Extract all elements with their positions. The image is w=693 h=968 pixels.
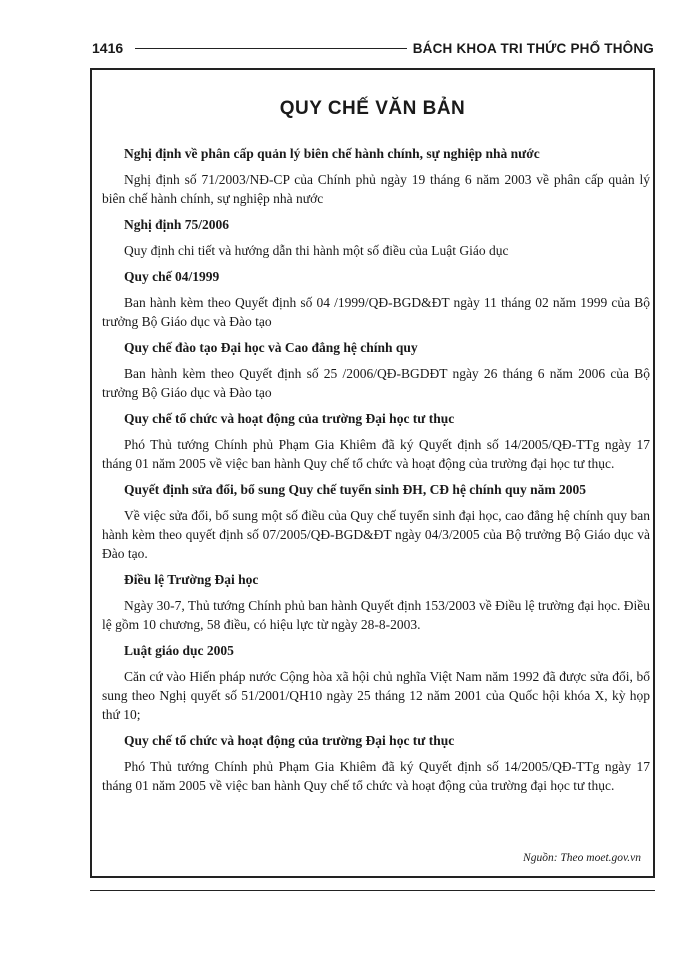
entry-heading: Quy chế tổ chức và hoạt động của trường Đại học tư thục <box>124 733 455 748</box>
source-note: Nguồn: Theo moet.gov.vn <box>523 852 641 864</box>
footer-rule <box>90 890 655 891</box>
page-number: 1416 <box>92 40 124 56</box>
entry-body: Ban hành kèm theo Quyết định số 25 /2006/QĐ-BGDĐT ngày 26 tháng 6 năm 2006 của Bộ trưởng Bộ Giáo dục và Đào tạo <box>102 366 650 400</box>
entry <box>102 480 650 563</box>
entry <box>102 570 650 634</box>
entry-heading: Nghị định 75/2006 <box>124 217 230 232</box>
entry-body: Quy định chi tiết và hướng dẫn thi hành một số điều của Luật Giáo dục <box>124 243 509 258</box>
entry <box>102 267 650 331</box>
entry-heading: Quy chế 04/1999 <box>124 269 220 284</box>
entry <box>102 144 650 208</box>
entry-body: Phó Thủ tướng Chính phủ Phạm Gia Khiêm đã ký Quyết định số 14/2005/QĐ-TTg ngày 17 tháng 01 năm 2005 về việc ban hành Quy chế tổ chức và hoạt động của trường đại học tư thục. <box>102 437 650 471</box>
entry-heading: Quyết định sửa đổi, bổ sung Quy chế tuyển sinh ĐH, CĐ hệ chính quy năm 2005 <box>124 482 586 497</box>
entry-body: Ban hành kèm theo Quyết định số 04 /1999/QĐ-BGD&ĐT ngày 11 tháng 02 năm 1999 của Bộ trưởng Bộ Giáo dục và Đào tạo <box>102 295 650 329</box>
entry-body: Nghị định số 71/2003/NĐ-CP của Chính phủ ngày 19 tháng 6 năm 2003 về phân cấp quản lý biên chế hành chính, sự nghiệp nhà nước <box>102 172 650 206</box>
entry <box>102 409 650 473</box>
entry-heading: Điều lệ Trường Đại học <box>124 572 259 587</box>
entry <box>102 731 650 795</box>
entry-body: Phó Thủ tướng Chính phủ Phạm Gia Khiêm đã ký Quyết định số 14/2005/QĐ-TTg ngày 17 tháng 01 năm 2005 về việc ban hành Quy chế tổ chức và hoạt động của trường đại học tư thục. <box>102 759 650 793</box>
entry-heading: Luật giáo dục 2005 <box>124 643 234 658</box>
running-header <box>92 38 654 58</box>
page-title: QUY CHẾ VĂN BẢN <box>279 98 466 119</box>
entry-heading: Nghị định về phân cấp quản lý biên chế hành chính, sự nghiệp nhà nước <box>124 146 540 161</box>
header-rule <box>135 48 407 49</box>
entry <box>102 641 650 724</box>
entry-list <box>102 144 650 802</box>
entry <box>102 215 650 260</box>
entry-body: Căn cứ vào Hiến pháp nước Cộng hòa xã hội chủ nghĩa Việt Nam năm 1992 đã được sửa đổi, bổ sung theo Nghị quyết số 51/2001/QH10 ngày 25 tháng 12 năm 2001 của Quốc hội khóa X, kỳ họp thứ 10; <box>102 669 650 722</box>
book-title: BÁCH KHOA TRI THỨC PHỔ THÔNG <box>412 40 654 56</box>
entry-body: Ngày 30-7, Thủ tướng Chính phủ ban hành Quyết định 153/2003 về Điều lệ trường đại học. Điều lệ gồm 10 chương, 58 điều, có hiệu lực từ ngày 28-8-2003. <box>102 598 650 632</box>
content-box <box>90 68 655 878</box>
entry-heading: Quy chế tổ chức và hoạt động của trường Đại học tư thục <box>124 411 455 426</box>
entry <box>102 338 650 402</box>
entry-body: Về việc sửa đổi, bổ sung một số điều của Quy chế tuyển sinh đại học, cao đẳng hệ chính quy ban hành kèm theo quyết định số 07/2005/QĐ-BGD&ĐT ngày 04/3/2005 của Bộ trưởng Bộ Giáo dục và Đào tạo. <box>102 508 650 561</box>
entry-heading: Quy chế đào tạo Đại học và Cao đẳng hệ chính quy <box>124 340 418 355</box>
